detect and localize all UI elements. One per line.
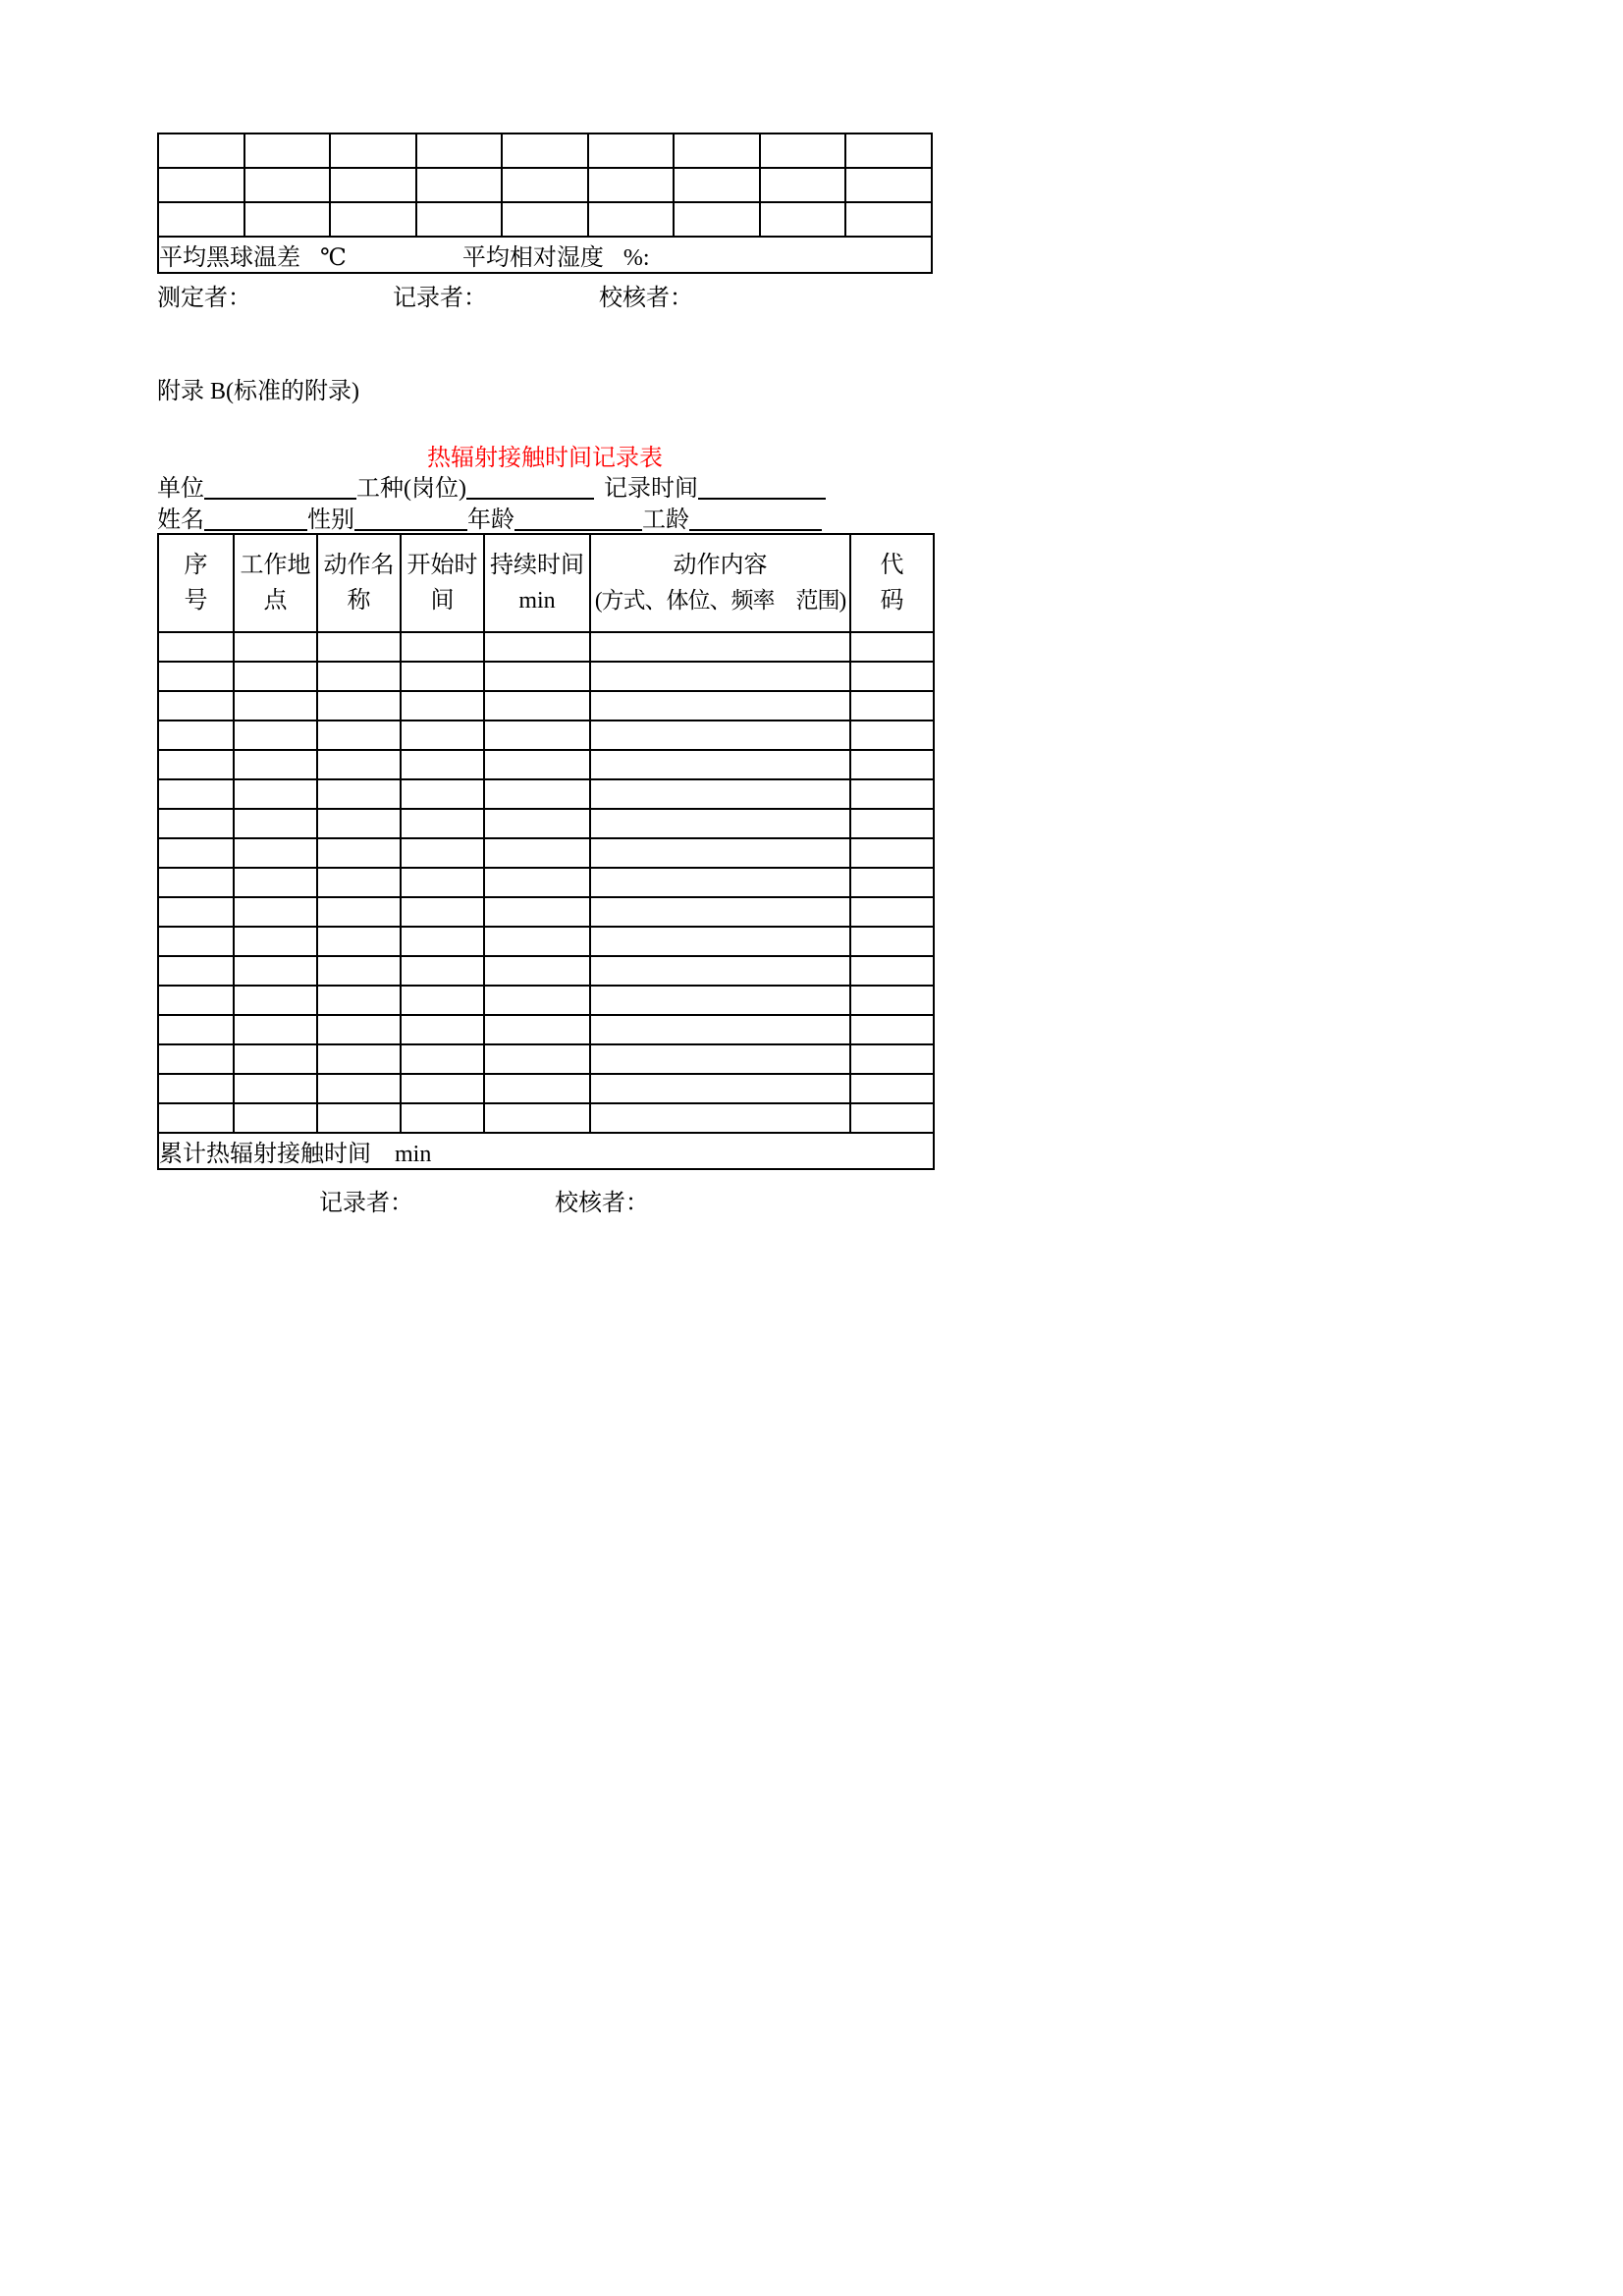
empty-cell: [234, 1044, 317, 1074]
empty-cell: [401, 927, 484, 956]
checker-label: 校核者：: [599, 286, 693, 311]
empty-cell: [158, 133, 244, 168]
measurer-label: 测定者：: [157, 286, 251, 311]
empty-cell: [244, 202, 331, 237]
empty-cell: [401, 868, 484, 897]
table-row: [158, 133, 932, 168]
empty-cell: [484, 927, 590, 956]
col-header-duration-min: [484, 534, 590, 632]
empty-cell: [484, 986, 590, 1015]
empty-cell: [502, 202, 588, 237]
empty-cell: [158, 662, 234, 691]
empty-cell: [158, 897, 234, 927]
heat-radiation-record-table: [157, 533, 935, 1170]
empty-cell: [416, 168, 503, 202]
cumulative-exposure-cell: [158, 1133, 934, 1169]
empty-cell: [850, 809, 934, 838]
job-label: 工种(岗位): [356, 476, 466, 502]
table-row: [158, 1133, 934, 1169]
record-table-header: [158, 534, 934, 632]
empty-cell: [330, 202, 416, 237]
empty-cell: [845, 133, 932, 168]
gender-blank: [354, 509, 467, 531]
empty-cell: [484, 662, 590, 691]
empty-cell: [244, 133, 331, 168]
empty-cell: [590, 632, 850, 662]
empty-cell: [850, 897, 934, 927]
empty-cell: [850, 779, 934, 809]
empty-cell: [317, 1103, 401, 1133]
minutes-unit: min: [395, 1142, 432, 1167]
age-label: 年龄: [467, 507, 514, 533]
empty-cell: [484, 1044, 590, 1074]
empty-cell: [158, 1074, 234, 1103]
table-row: [158, 809, 934, 838]
empty-cell: [845, 202, 932, 237]
col-header-action-content: [590, 534, 850, 632]
header-line: 点: [263, 588, 288, 614]
empty-cell: [845, 168, 932, 202]
table-row: [158, 956, 934, 986]
empty-cell: [850, 662, 934, 691]
name-blank: [204, 509, 307, 531]
empty-cell: [234, 750, 317, 779]
col-header-seq-no: [158, 534, 234, 632]
empty-cell: [158, 956, 234, 986]
empty-cell: [401, 956, 484, 986]
table-row: [158, 721, 934, 750]
empty-cell: [484, 897, 590, 927]
empty-cell: [674, 202, 760, 237]
empty-cell: [590, 986, 850, 1015]
empty-cell: [484, 1015, 590, 1044]
empty-cell: [234, 838, 317, 868]
empty-cell: [330, 168, 416, 202]
empty-cell: [317, 1074, 401, 1103]
empty-cell: [158, 721, 234, 750]
job-blank: [466, 478, 594, 500]
empty-cell: [590, 927, 850, 956]
empty-cell: [484, 868, 590, 897]
col-header-code: [850, 534, 934, 632]
empty-cell: [484, 691, 590, 721]
empty-cell: [590, 1103, 850, 1133]
empty-cell: [401, 1103, 484, 1133]
bottom-signers-line: [157, 1183, 933, 1214]
empty-cell: [234, 662, 317, 691]
empty-cell: [234, 956, 317, 986]
empty-cell: [484, 779, 590, 809]
empty-cell: [590, 721, 850, 750]
unit-label: 单位: [157, 476, 204, 502]
record-time-blank: [698, 478, 826, 500]
empty-cell: [850, 750, 934, 779]
top-table-footer: [158, 237, 932, 273]
empty-cell: [850, 927, 934, 956]
empty-cell: [158, 1044, 234, 1074]
empty-cell: [317, 897, 401, 927]
checker-label: 校核者：: [555, 1191, 649, 1216]
empty-cell: [850, 1103, 934, 1133]
header-line: 间: [430, 588, 455, 614]
empty-cell: [401, 838, 484, 868]
empty-cell: [317, 662, 401, 691]
header-line: 开始时: [406, 553, 478, 578]
appendix-heading: 附录 B(标准的附录): [157, 379, 359, 404]
empty-cell: [158, 927, 234, 956]
gender-label: 性别: [307, 507, 354, 533]
empty-cell: [590, 691, 850, 721]
recorder-label: 记录者：: [393, 286, 487, 311]
header-line: min: [518, 588, 556, 614]
empty-cell: [590, 868, 850, 897]
empty-cell: [850, 868, 934, 897]
avg-globe-temp-label: 平均黑球温差: [159, 245, 300, 271]
table-row: [158, 237, 932, 273]
table-row: [158, 868, 934, 897]
header-line: 动作名: [323, 553, 395, 578]
seniority-blank: [689, 509, 822, 531]
empty-cell: [484, 1103, 590, 1133]
record-table-footer: [158, 1133, 934, 1169]
empty-cell: [158, 632, 234, 662]
empty-cell: [590, 750, 850, 779]
percent-unit: %:: [622, 245, 650, 271]
header-row: [158, 534, 934, 632]
empty-cell: [850, 1074, 934, 1103]
header-line: (方式、体位、频率 范围): [594, 588, 846, 613]
empty-cell: [317, 1044, 401, 1074]
empty-cell: [590, 1074, 850, 1103]
empty-cell: [760, 133, 846, 168]
empty-cell: [401, 779, 484, 809]
table-row: [158, 1044, 934, 1074]
empty-cell: [317, 868, 401, 897]
name-label: 姓名: [157, 507, 204, 533]
empty-cell: [760, 168, 846, 202]
empty-cell: [244, 168, 331, 202]
avg-summary-cell: [158, 237, 932, 273]
empty-cell: [401, 750, 484, 779]
form-title: 热辐射接触时间记录表: [427, 446, 663, 471]
empty-cell: [484, 632, 590, 662]
empty-cell: [317, 691, 401, 721]
empty-cell: [590, 1044, 850, 1074]
empty-cell: [590, 1015, 850, 1044]
record-table-body: [158, 632, 934, 1133]
empty-cell: [850, 691, 934, 721]
empty-cell: [590, 838, 850, 868]
celsius-unit: ℃: [320, 245, 347, 271]
empty-cell: [401, 691, 484, 721]
empty-cell: [317, 809, 401, 838]
top-table-body: [158, 133, 932, 237]
table-row: [158, 779, 934, 809]
empty-cell: [850, 956, 934, 986]
empty-cell: [401, 809, 484, 838]
cumulative-exposure-label: 累计热辐射接触时间: [159, 1142, 371, 1167]
table-row: [158, 838, 934, 868]
empty-cell: [484, 750, 590, 779]
empty-cell: [317, 721, 401, 750]
empty-cell: [234, 632, 317, 662]
unit-blank: [204, 478, 356, 500]
empty-cell: [416, 202, 503, 237]
table-row: [158, 1103, 934, 1133]
empty-cell: [590, 809, 850, 838]
empty-cell: [234, 986, 317, 1015]
header-line: 码: [880, 588, 904, 614]
empty-cell: [588, 168, 675, 202]
top-signers-line: [157, 278, 933, 309]
empty-cell: [590, 662, 850, 691]
header-line: 动作内容: [673, 553, 768, 578]
empty-cell: [158, 1103, 234, 1133]
empty-cell: [590, 956, 850, 986]
empty-cell: [850, 1015, 934, 1044]
header-line: 工作地: [240, 553, 311, 578]
empty-cell: [401, 721, 484, 750]
empty-cell: [317, 986, 401, 1015]
empty-cell: [234, 868, 317, 897]
table-row: [158, 1074, 934, 1103]
empty-cell: [401, 1044, 484, 1074]
table-row: [158, 927, 934, 956]
empty-cell: [850, 721, 934, 750]
empty-cell: [234, 779, 317, 809]
recorder-label: 记录者：: [319, 1191, 413, 1216]
avg-humidity-label: 平均相对湿度: [461, 245, 604, 271]
empty-cell: [317, 779, 401, 809]
empty-cell: [502, 168, 588, 202]
empty-cell: [158, 868, 234, 897]
table-row: [158, 202, 932, 237]
empty-cell: [158, 986, 234, 1015]
empty-cell: [234, 691, 317, 721]
header-line: 代: [880, 553, 904, 578]
empty-cell: [158, 1015, 234, 1044]
empty-cell: [158, 779, 234, 809]
empty-cell: [850, 986, 934, 1015]
empty-cell: [401, 986, 484, 1015]
empty-cell: [234, 1103, 317, 1133]
empty-cell: [234, 1015, 317, 1044]
col-header-work-location: [234, 534, 317, 632]
empty-cell: [317, 956, 401, 986]
empty-cell: [234, 897, 317, 927]
empty-cell: [760, 202, 846, 237]
empty-cell: [158, 168, 244, 202]
empty-cell: [850, 1044, 934, 1074]
table-row: [158, 1015, 934, 1044]
empty-cell: [234, 927, 317, 956]
empty-cell: [590, 897, 850, 927]
header-line: 称: [347, 588, 371, 614]
empty-cell: [484, 956, 590, 986]
empty-cell: [401, 632, 484, 662]
form-line-1: [157, 474, 962, 506]
col-header-start-time: [401, 534, 484, 632]
empty-cell: [317, 927, 401, 956]
header-line: 号: [184, 588, 208, 614]
empty-cell: [850, 838, 934, 868]
table-row: [158, 986, 934, 1015]
empty-cell: [317, 750, 401, 779]
table-row: [158, 662, 934, 691]
record-time-label: 记录时间: [603, 476, 698, 502]
empty-cell: [850, 632, 934, 662]
table-row: [158, 632, 934, 662]
empty-cell: [484, 1074, 590, 1103]
empty-cell: [416, 133, 503, 168]
header-line: 序: [184, 553, 208, 578]
empty-cell: [401, 897, 484, 927]
empty-cell: [234, 809, 317, 838]
empty-cell: [674, 168, 760, 202]
empty-cell: [158, 750, 234, 779]
empty-cell: [484, 721, 590, 750]
col-header-action-name: [317, 534, 401, 632]
table-row: [158, 691, 934, 721]
empty-cell: [401, 1074, 484, 1103]
temperature-continuation-table: [157, 133, 933, 274]
table-row: [158, 897, 934, 927]
empty-cell: [588, 133, 675, 168]
table-row: [158, 168, 932, 202]
header-line: 持续时间: [490, 553, 584, 578]
empty-cell: [502, 133, 588, 168]
empty-cell: [590, 779, 850, 809]
empty-cell: [401, 1015, 484, 1044]
empty-cell: [317, 632, 401, 662]
seniority-label: 工龄: [642, 507, 689, 533]
age-blank: [514, 509, 642, 531]
empty-cell: [234, 1074, 317, 1103]
empty-cell: [158, 202, 244, 237]
empty-cell: [484, 838, 590, 868]
empty-cell: [234, 721, 317, 750]
table-row: [158, 750, 934, 779]
empty-cell: [158, 809, 234, 838]
empty-cell: [588, 202, 675, 237]
empty-cell: [317, 1015, 401, 1044]
empty-cell: [158, 838, 234, 868]
empty-cell: [484, 809, 590, 838]
empty-cell: [330, 133, 416, 168]
empty-cell: [317, 838, 401, 868]
empty-cell: [674, 133, 760, 168]
empty-cell: [401, 662, 484, 691]
empty-cell: [158, 691, 234, 721]
